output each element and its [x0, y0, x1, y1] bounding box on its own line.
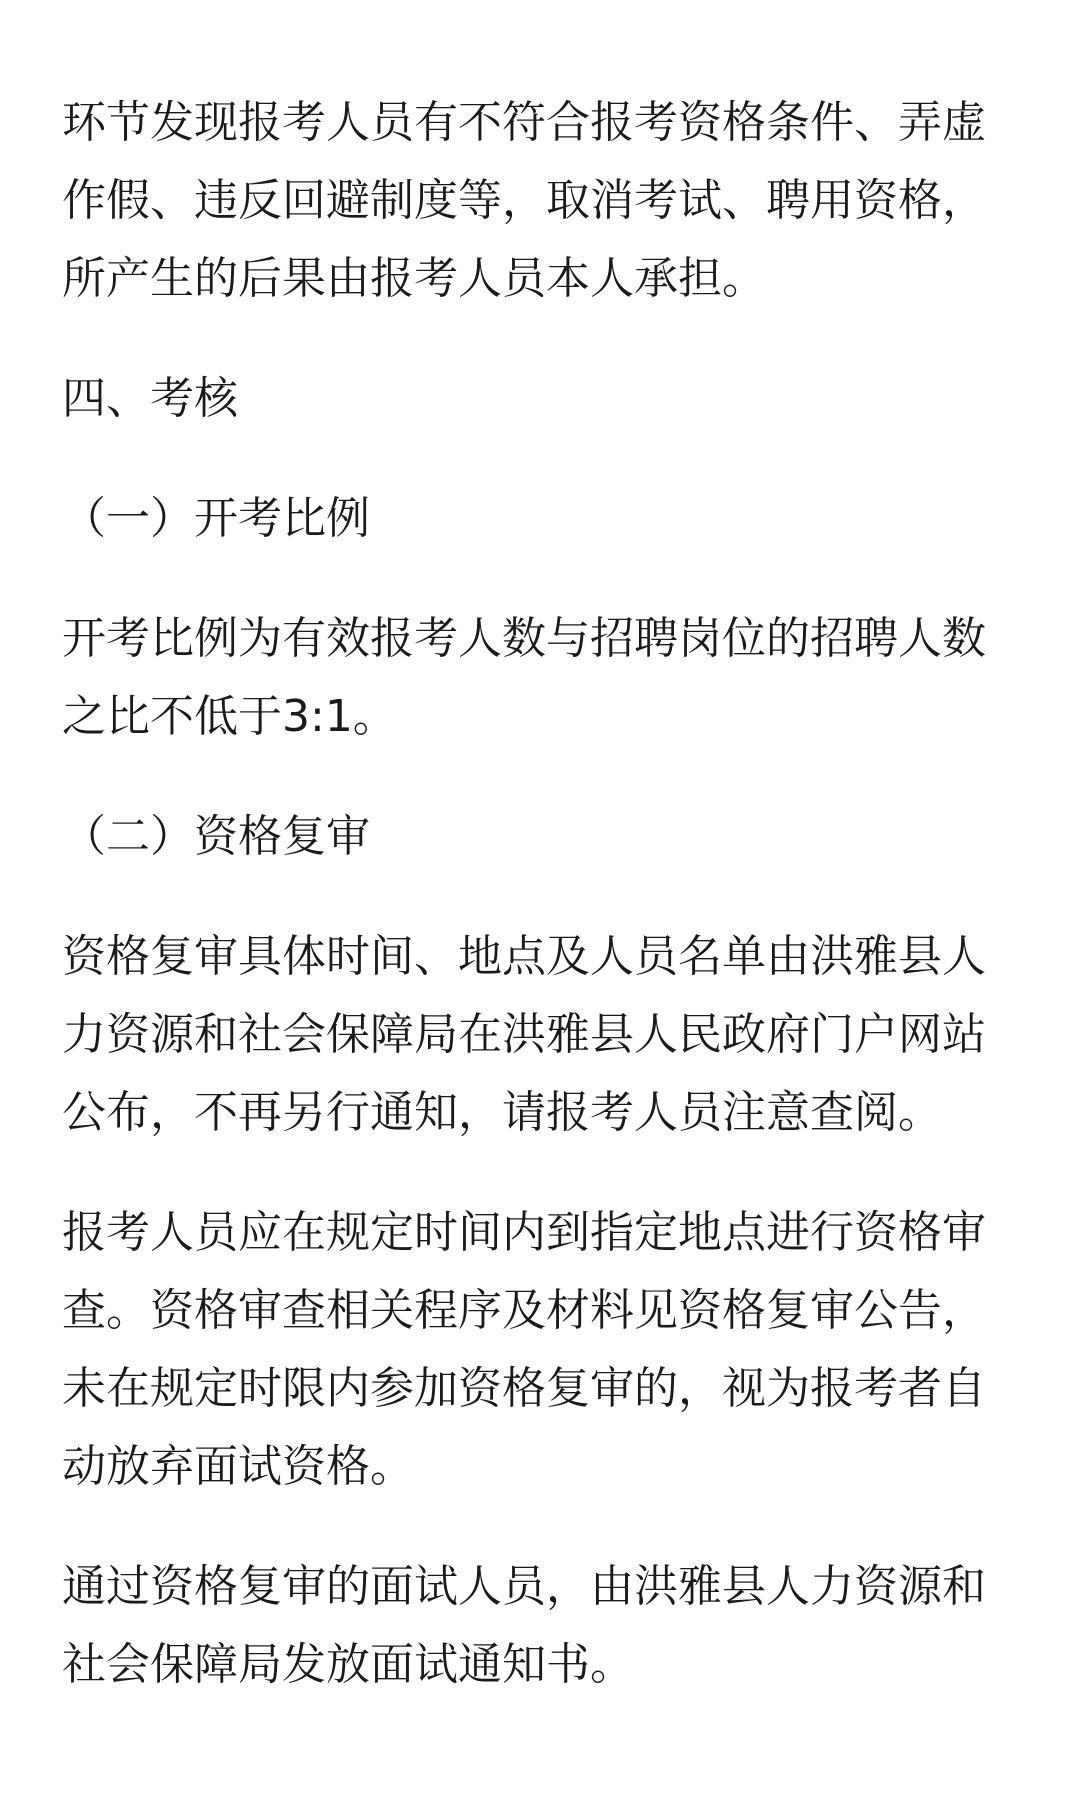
- paragraph-review-requirements: 报考人员应在规定时间内到指定地点进行资格审查。资格审查相关程序及材料见资格复审公告，未在规定时限内参加资格复审的，视为报考者自动放弃面试资格。: [62, 1207, 986, 1492]
- subheading-exam-ratio: （一）开考比例: [62, 493, 370, 544]
- paragraph-interview-notice: 通过资格复审的面试人员，由洪雅县人力资源和社会保障局发放面试通知书。: [62, 1561, 986, 1690]
- subheading-qualification-review: （二）资格复审: [62, 811, 370, 862]
- section-heading-assessment: 四、考核: [62, 373, 238, 424]
- paragraph-review-schedule: 资格复审具体时间、地点及人员名单由洪雅县人力资源和社会保障局在洪雅县人民政府门户网站公布，不再另行通知，请报考人员注意查阅。: [62, 931, 986, 1138]
- paragraph-exam-ratio: 开考比例为有效报考人数与招聘岗位的招聘人数之比不低于3:1。: [62, 613, 986, 742]
- paragraph-disqualification-notice: 环节发现报考人员有不符合报考资格条件、弄虚作假、违反回避制度等，取消考试、聘用资格，所产生的后果由报考人员本人承担。: [62, 97, 986, 304]
